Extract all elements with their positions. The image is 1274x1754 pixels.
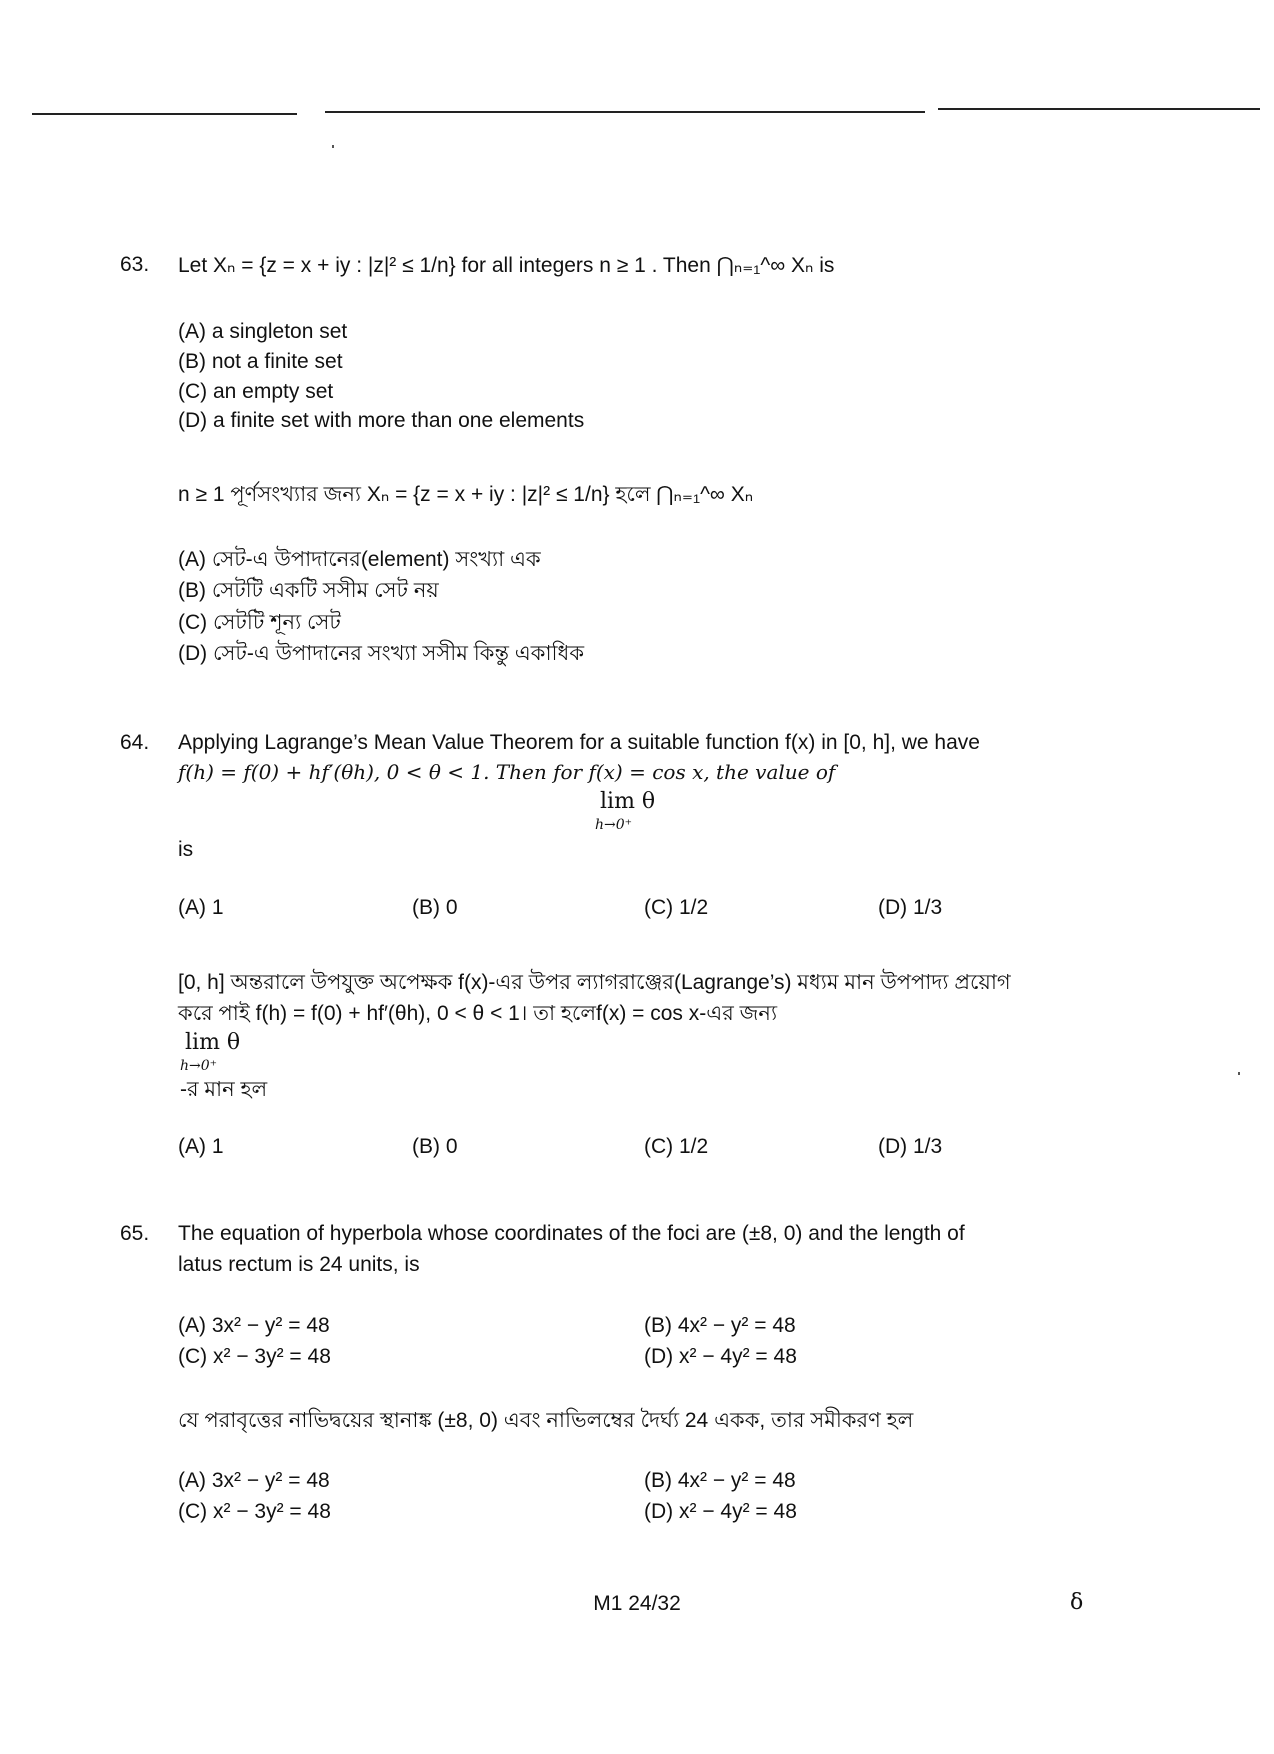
option-b-bn: (B) 0 <box>412 1135 458 1158</box>
option-b-bn: (B) 4x² − y² = 48 <box>644 1469 796 1492</box>
option-d: (D) x² − 4y² = 48 <box>644 1345 797 1368</box>
question-stem-bn-line2: করে পাই f(h) = f(0) + hf′(θh), 0 < θ < 1। তা হলেf(x) = cos x-এর জন্য <box>178 1002 778 1025</box>
limit-expression: lim θ <box>600 789 656 814</box>
option-c-bn: (C) 1/2 <box>644 1135 709 1158</box>
option-b: (B) 4x² − y² = 48 <box>644 1314 796 1337</box>
question-stem-en-line1: The equation of hyperbola whose coordinates of the foci are (±8, 0) and the length of <box>178 1222 965 1245</box>
question-stem-bn-tail: -র মান হল <box>180 1078 268 1101</box>
question-number: 64. <box>120 731 150 754</box>
scan-speck <box>1238 1072 1240 1075</box>
question-stem-en-line1: Applying Lagrange’s Mean Value Theorem for a suitable function f(x) in [0, h], we have <box>178 731 980 754</box>
limit-expression-bn: lim θ <box>185 1030 241 1055</box>
option-a-bn: (A) 3x² − y² = 48 <box>178 1469 330 1492</box>
option-b-en: (B) not a finite set <box>178 350 343 373</box>
header-rule-middle <box>325 111 925 113</box>
question-number: 63. <box>120 253 150 276</box>
option-d-en: (D) a finite set with more than one elements <box>178 409 585 432</box>
scan-speck <box>332 145 334 148</box>
option-b-bn: (B) সেটটি একটি সসীম সেট নয় <box>178 579 439 602</box>
question-stem-en: Let Xₙ = {z = x + iy : |z|² ≤ 1/n} for all integers n ≥ 1 . Then ⋂ₙ₌₁^∞ Xₙ is <box>178 254 835 277</box>
option-a: (A) 3x² − y² = 48 <box>178 1314 330 1337</box>
option-c-bn: (C) x² − 3y² = 48 <box>178 1500 331 1523</box>
question-number: 65. <box>120 1222 150 1245</box>
question-stem-bn: যে পরাবৃত্তের নাভিদ্বয়ের স্থানাঙ্ক (±8, 0) এবং নাভিলম্বের দৈর্ঘ্য 24 একক, তার সমীকরণ হল <box>178 1409 914 1432</box>
question-stem-bn-line1: [0, h] অন্তরালে উপযুক্ত অপেক্ষক f(x)-এর উপর ল্যাগরাঞ্জের(Lagrange’s) মধ্যম মান উপপাদ্য প্রয়োগ <box>178 971 1011 994</box>
limit-subscript-bn: h→0⁺ <box>180 1058 218 1074</box>
question-stem-bn: n ≥ 1 পূর্ণসংখ্যার জন্য Xₙ = {z = x + iy : |z|² ≤ 1/n} হলে ⋂ₙ₌₁^∞ Xₙ <box>178 483 754 506</box>
option-c-bn: (C) সেটটি শূন্য সেট <box>178 611 341 634</box>
option-c-en: (C) an empty set <box>178 380 334 403</box>
option-d-bn: (D) সেট-এ উপাদানের সংখ্যা সসীম কিন্তু একাধিক <box>178 642 585 665</box>
option-d-bn: (D) 1/3 <box>878 1135 943 1158</box>
option-a-en: (A) a singleton set <box>178 320 348 343</box>
option-a-bn: (A) সেট-এ উপাদানের(element) সংখ্যা এক <box>178 548 541 571</box>
question-stem-en-line2: latus rectum is 24 units, is <box>178 1253 420 1276</box>
question-stem-en-tail: is <box>178 838 194 861</box>
option-d-bn: (D) x² − 4y² = 48 <box>644 1500 797 1523</box>
option-a-bn: (A) 1 <box>178 1135 224 1158</box>
option-c: (C) 1/2 <box>644 896 709 919</box>
page-footer-label: M1 24/32 <box>593 1592 681 1615</box>
option-c: (C) x² − 3y² = 48 <box>178 1345 331 1368</box>
limit-subscript: h→0⁺ <box>595 817 633 833</box>
option-a: (A) 1 <box>178 896 224 919</box>
header-rule-left <box>32 113 297 115</box>
question-stem-en-line2: f(h) = f(0) + hf′(θh), 0 < θ < 1. Then for f(x) = cos x, the value of <box>178 760 836 784</box>
option-d: (D) 1/3 <box>878 896 943 919</box>
header-rule-right <box>938 108 1260 110</box>
footer-mark: δ <box>1070 1590 1084 1615</box>
option-b: (B) 0 <box>412 896 458 919</box>
